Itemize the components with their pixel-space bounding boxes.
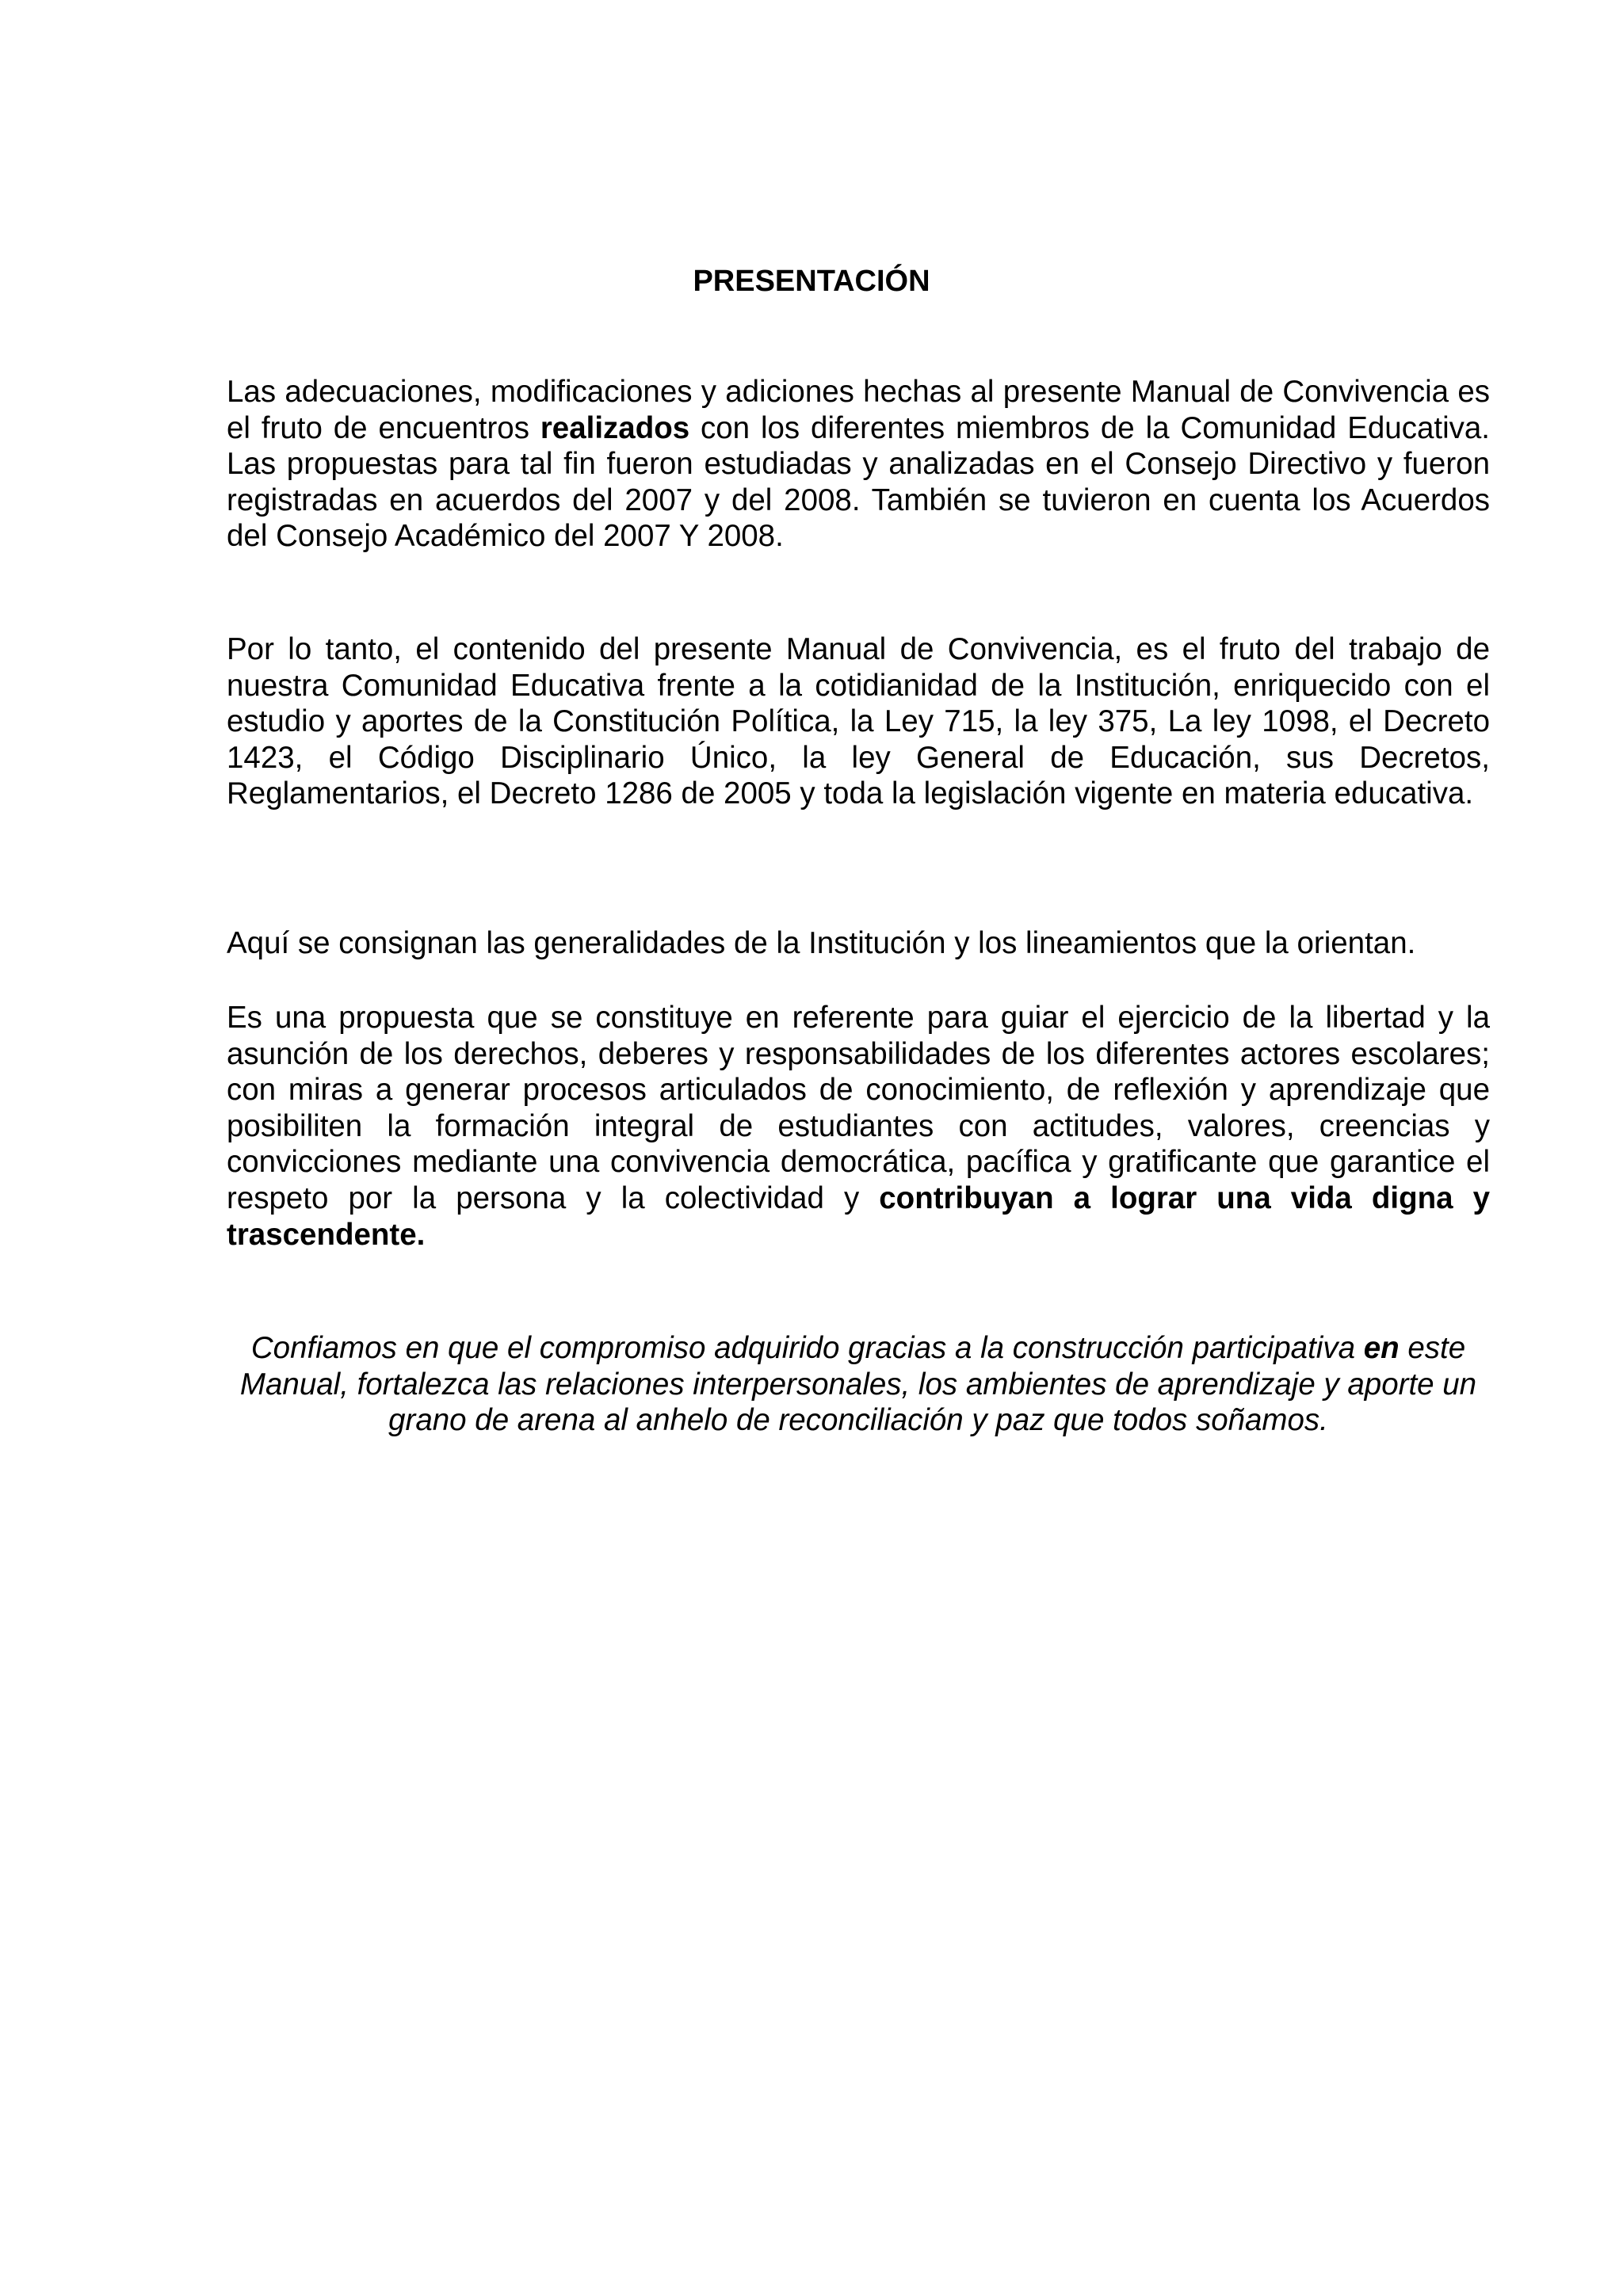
closing-text-a: Confiamos en que el compromiso adquirido gracias a la construcción participativa: [250, 1331, 1364, 1365]
paragraph-1-text-b: con los diferentes miembros de la Comunidad Educativa. Las propuestas para tal fin fueron estudiadas y analizadas en el Consejo Directivo y fueron registradas en acuerdos del 2007 y del 2008. También se tuvieron en cuenta los Acuerdos del Consejo Académico del 2007 Y 2008.: [227, 410, 1490, 554]
document-title: PRESENTACIÓN: [693, 265, 930, 298]
paragraph-1: [227, 374, 1490, 555]
paragraph-2: Por lo tanto, el contenido del presente Manual de Convivencia, es el fruto del trabajo de nuestra Comunidad Educativa frente a la cotidianidad de la Institución, enriquecido con el estudio y aportes de la Constitución Política, la Ley 715, la ley 375, La ley 1098, el Decreto 1423, el Código Disciplinario Único, la ley General de Educación, sus Decretos, Reglamentarios, el Decreto 1286 de 2005 y toda la legislación vigente en materia educativa.: [227, 632, 1490, 811]
paragraph-4-text: Es una propuesta que se constituye en referente para guiar el ejercicio de la libertad y la asunción de los derechos, deberes y responsabilidades de los diferentes actores escolares; con miras a generar procesos articulados de conocimiento, de reflexión y aprendizaje que posibiliten la formación integral de estudiantes con actitudes, valores, creencias y convicciones mediante una convivencia democrática, pacífica y gratificante que garantice el respeto por la persona y la colectividad y: [227, 1001, 1490, 1215]
closing-bold: en: [1363, 1331, 1400, 1365]
paragraph-1-text-a: Las adecuaciones, modificaciones y adiciones hechas al presente Manual de Convivencia es el fruto de encuentros: [227, 375, 1490, 445]
paragraph-1-bold: realizados: [540, 410, 690, 445]
paragraph-4-bold: contribuyan a lograr una vida digna y trascendente.: [227, 1180, 1491, 1252]
closing-text-b: este Manual, fortalezca las relaciones interpersonales, los ambientes de aprendizaje y aporte un grano de arena al anhelo de reconciliación y paz que todos soñamos.: [239, 1331, 1477, 1438]
paragraph-4: [227, 1000, 1490, 1253]
paragraph-3: Aquí se consignan las generalidades de la Institución y los lineamientos que la orientan.: [227, 926, 1416, 960]
closing-paragraph: [227, 1330, 1490, 1439]
